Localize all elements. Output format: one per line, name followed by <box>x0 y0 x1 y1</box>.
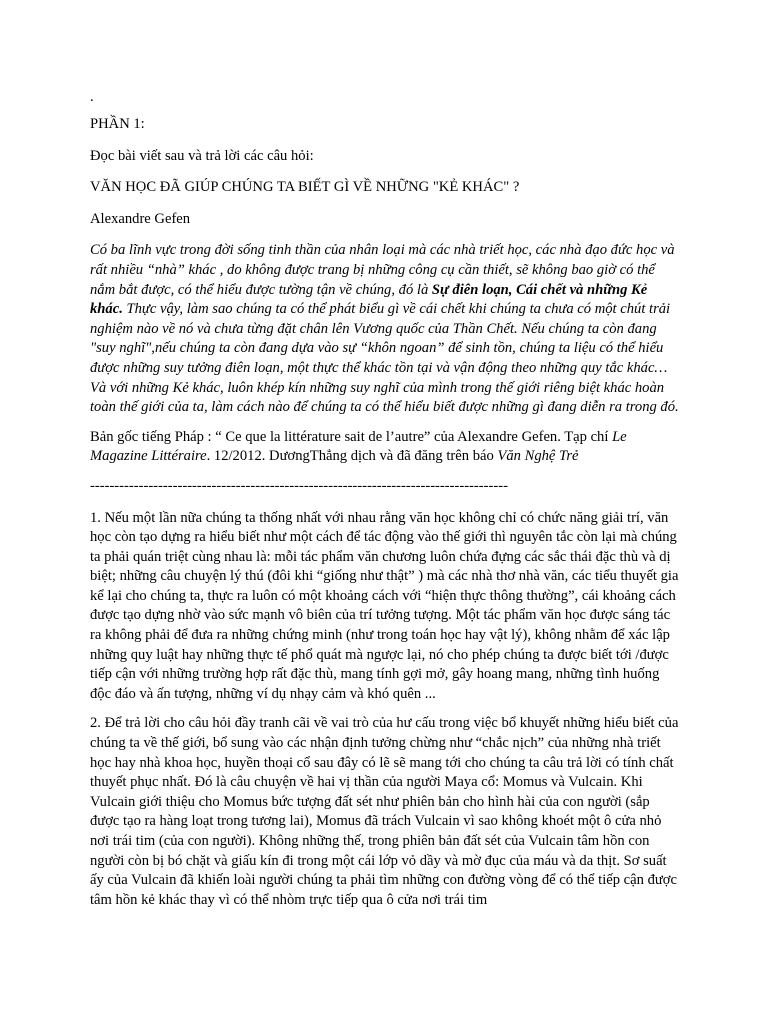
part-heading: PHẦN 1: <box>90 116 145 132</box>
leading-dot: . <box>90 89 94 105</box>
source-text-part1: Bản gốc tiếng Pháp : “ Ce que la littérature sait de l’autre” của Alexandre Gefen. Tạp chí <box>90 428 613 445</box>
intro-bold-phrase: Sự điên loạn, Cái chết và những Kẻ khác. <box>90 281 648 318</box>
source-text-part2: . 12/2012. DươngThẳng dịch và đã đăng trên báo <box>206 448 498 465</box>
body-paragraph-1: 1. Nếu một lần nữa chúng ta thống nhất với nhau rằng văn học không chỉ có chức năng giải trí, văn học còn tạo dựng ra hiểu biết như một cách để tác động vào thế giới thì nguyên tắc còn lại mà chúng ta phải quán triệt cùng nhau là: mỗi tác phẩm văn chương luôn chứa đựng các sắc thái đặc thù và dị biệt; những câu chuyện lý thú (đôi khi “giống như thật” ) mà các nhà thơ nhà văn, các tiểu thuyết gia kể lại cho chúng ta, thực ra luôn có một khoảng cách với “hiện thực thông thường”, cái khoảng cách được tạo dựng nhờ vào sức mạnh vô biên của trí tưởng tượng. Một tác phẩm văn học được sáng tác ra không phải để đưa ra những chứng minh (như trong toán học hay vật lý), không nhằm để xác lập những quy luật hay những thực tế phổ quát mà ngược lại, nó cho phép chúng ta được biết tới /được tiếp cận với những trường hợp rất đặc thù, mang tính gợi mở, gây hoang mang, những tình huống độc đáo và ấn tượng, những ví dụ nhạy cảm và khó quên ... <box>90 509 679 702</box>
instruction-text: Đọc bài viết sau và trả lời các câu hỏi: <box>90 147 314 164</box>
source-note <box>90 428 680 467</box>
intro-text-part2: Thực vậy, làm sao chúng ta có thể phát biểu gì về cái chết khi chúng ta chưa có một chút trải nghiệm nào về nó và chưa từng đặt chân lên Vương quốc của Thần Chết. Nếu chúng ta còn đang "suy nghĩ",nếu chúng ta còn đang dựa vào sự “khôn ngoan” để sinh tồn, chúng ta liệu có thể hiểu được những suy tưởng điên loạn, một thực thể khác tồn tại và vận động theo những quy tắc khác…Và với những Kẻ khác, luôn khép kín những suy nghĩ của mình trong thế giới riêng biệt khác hoàn toàn thế giới của ta, làm cách nào để chúng ta có thể hiểu biết được những gì đang diễn ra trong đó. <box>90 301 679 416</box>
magazine-name: Le Magazine Littéraire <box>90 428 627 465</box>
body-paragraph-2: 2. Để trả lời cho câu hỏi đầy tranh cãi về vai trò của hư cấu trong việc bổ khuyết những hiểu biết của chúng ta về thế giới, bổ sung vào các nhận định tưởng chừng như “chắc nịch” của những nhà triết học hay nhà khoa học, huyền thoại cổ sau đây có lẽ sẽ mang tới cho chúng ta câu trả lời có tính chất thuyết phục nhất. Đó là câu chuyện về hai vị thần của người Maya cổ: Momus và Vulcain. Khi Vulcain giới thiệu cho Momus bức tượng đất sét như phiên bản cho hình hài của con người (sắp được tạo ra hàng loạt trong tương lai), Momus đã trách Vulcain vì sao không khoét một ô cửa nhỏ nơi trái tim (của con người). Không những thế, trong phiên bản đất sét của Vulcain tâm hồn con người còn bị bó chặt và giấu kín đi trong một cái lớp vỏ dầy và mờ đục của máu và da thịt. Sơ suất ấy của Vulcain đã khiến loài người chúng ta phải tìm những con đường vòng để có thể tiếp cận được tâm hồn kẻ khác thay vì có thể nhòm trực tiếp qua ô cửa nơi trái tim <box>90 715 679 908</box>
intro-text-part1: Có ba lĩnh vực trong đời sống tinh thần của nhân loại mà các nhà triết học, các nhà đạo đức học và rất nhiều “nhà” khác , do không được trang bị những công cụ cần thiết, sẽ không bao giờ có thể nắm bắt được, có thể hiểu được tường tận về chúng, đó là <box>90 242 675 298</box>
intro-paragraph <box>90 241 680 417</box>
article-author: Alexandre Gefen <box>90 210 191 227</box>
newspaper-name: Văn Nghệ Trẻ <box>497 448 579 465</box>
separator-line: -------------------------------------------------------------------------------------- <box>90 477 508 494</box>
article-title: VĂN HỌC ĐÃ GIÚP CHÚNG TA BIẾT GÌ VỀ NHỮNG "KẺ KHÁC" ? <box>90 179 520 196</box>
